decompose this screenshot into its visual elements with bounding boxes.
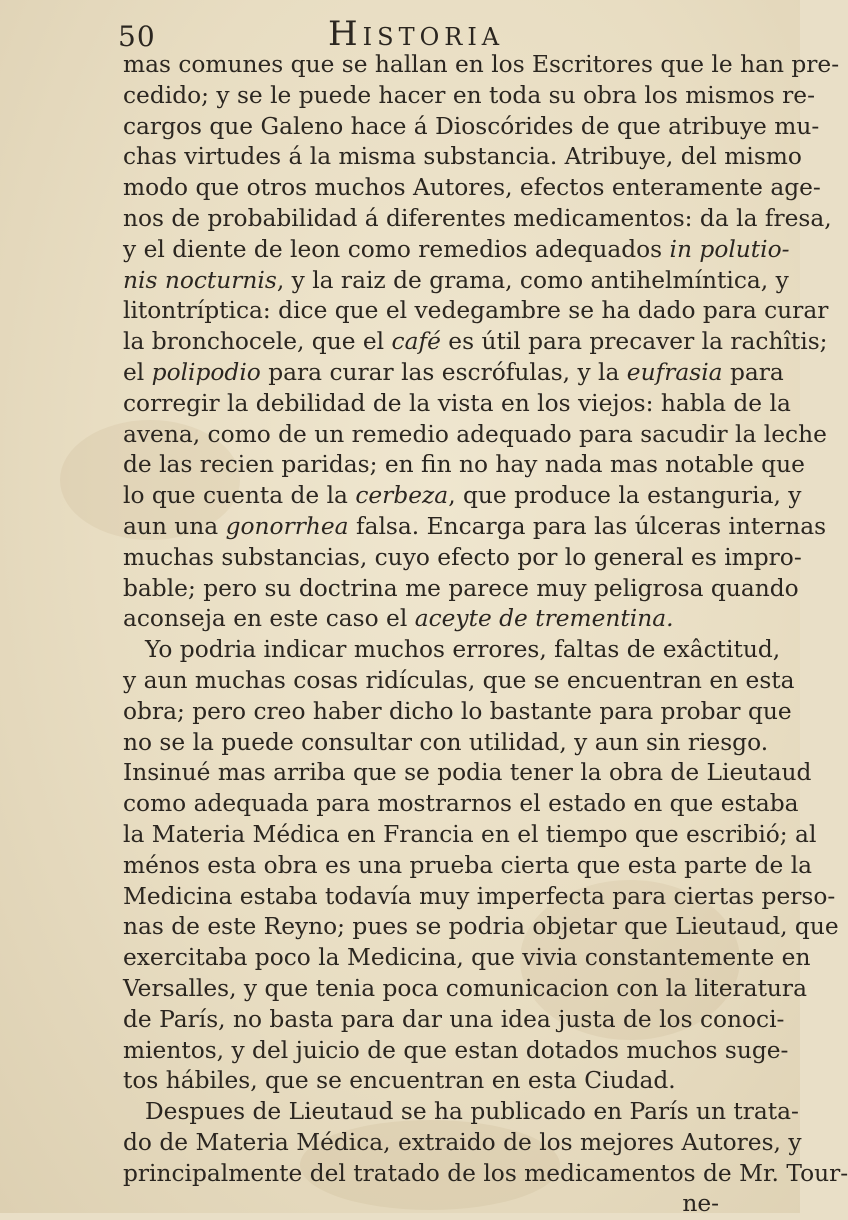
- italic-term: nis nocturnis: [123, 266, 277, 294]
- text-run: es útil para precaver la rachîtis;: [440, 328, 828, 356]
- text-run: obra; pero creo haber dicho lo bastante para probar que: [123, 697, 792, 725]
- text-run: bable; pero su doctrina me parece muy peligrosa quando: [123, 574, 799, 602]
- text-run: falsa. Encarga para las úlceras internas: [348, 512, 827, 540]
- text-run: el: [123, 358, 152, 386]
- text-run: , que produce la estanguria, y: [448, 482, 802, 510]
- text-line: [123, 142, 802, 173]
- text-run: como adequada para mostrarnos el estado en que estaba: [123, 790, 799, 818]
- text-line: [123, 882, 836, 913]
- page-number: 50: [118, 20, 156, 53]
- text-line: [123, 1036, 789, 1067]
- text-line: [123, 912, 839, 943]
- text-run: aun una: [123, 512, 226, 540]
- text-line: [123, 1066, 733, 1097]
- text-run: Versalles, y que tenia poca comunicacion con la literatura: [123, 974, 807, 1002]
- text-run: Despues de Lieutaud se ha publicado en París un trata-: [145, 1098, 799, 1126]
- text-run: , y la raiz de grama, como antihelmíntica, y: [276, 266, 789, 294]
- text-line: [123, 1159, 848, 1190]
- italic-term: polipodio: [151, 358, 261, 386]
- text-line: [123, 666, 795, 697]
- text-line: [123, 635, 781, 666]
- italic-term: eufrasia: [626, 358, 723, 386]
- text-run: mas comunes que se hallan en los Escritores que le han pre-: [123, 51, 840, 78]
- text-line: [123, 50, 840, 81]
- text-run: para curar las escrófulas, y la: [260, 358, 627, 386]
- text-line: [123, 481, 802, 512]
- text-run: ménos esta obra es una prueba cierta que esta parte de la: [123, 851, 813, 879]
- text-run: Yo podria indicar muchos errores, faltas de exâctitud,: [145, 636, 781, 664]
- text-run: muchas substancias, cuyo efecto por lo general es impro-: [123, 543, 802, 571]
- text-run: Insinué mas arriba que se podia tener la obra de Lieutaud: [123, 759, 812, 787]
- text-line: [123, 697, 792, 728]
- text-line: [123, 327, 828, 358]
- text-run: la Materia Médica en Francia en el tiempo que escribió; al: [123, 820, 817, 848]
- italic-term: in polutio-: [669, 235, 790, 263]
- text-run: litontríptica: dice que el vedegambre se ha dado para curar: [123, 297, 829, 325]
- text-run: cedido; y se le puede hacer en toda su obra los mismos re-: [123, 81, 815, 109]
- text-run: principalmente del tratado de los medicamentos de Mr. Tour-: [123, 1159, 848, 1187]
- text-run: ne-: [682, 1190, 719, 1218]
- italic-term: cerbeza: [355, 482, 449, 510]
- text-run: do de Materia Médica, extraido de los mejores Autores, y: [123, 1128, 802, 1156]
- text-run: y el diente de leon como remedios adequados: [123, 235, 670, 263]
- text-line: [123, 789, 799, 820]
- text-line: [123, 1005, 785, 1036]
- text-line: [123, 420, 827, 451]
- text-run: la bronchocele, que el: [123, 328, 392, 356]
- text-run: de París, no basta para dar una idea justa de los conoci-: [123, 1005, 785, 1033]
- body-text: [123, 50, 848, 1220]
- text-line: [123, 81, 815, 112]
- text-line: [123, 1128, 802, 1159]
- text-line: [123, 574, 799, 605]
- text-run: aconseja en este caso el: [123, 605, 415, 633]
- text-line: [123, 758, 812, 789]
- text-line: [123, 204, 832, 235]
- text-line: [123, 974, 807, 1005]
- running-head: Historia: [328, 14, 505, 54]
- italic-term: aceyte de trementina.: [414, 605, 674, 633]
- text-line: [123, 851, 813, 882]
- text-run: tos hábiles, que se encuentran en esta Ciudad.: [123, 1067, 676, 1095]
- text-line: [123, 296, 829, 327]
- catchword: [123, 1189, 733, 1220]
- text-run: nas de este Reyno; pues se podria objetar que Lieutaud, que: [123, 913, 839, 941]
- text-line: [123, 512, 827, 543]
- text-run: y aun muchas cosas ridículas, que se encuentran en esta: [123, 666, 795, 694]
- text-line: [123, 389, 791, 420]
- text-run: modo que otros muchos Autores, efectos enteramente age-: [123, 174, 821, 202]
- text-line: [123, 358, 784, 389]
- italic-term: café: [391, 328, 441, 356]
- italic-term: gonorrhea: [225, 512, 349, 540]
- text-run: chas virtudes á la misma substancia. Atribuye, del mismo: [123, 143, 802, 171]
- text-line: [123, 728, 769, 759]
- text-line: [123, 604, 733, 635]
- text-run: para: [722, 358, 784, 386]
- text-line: [123, 266, 789, 297]
- text-run: lo que cuenta de la: [123, 482, 356, 510]
- text-line: [123, 235, 790, 266]
- text-run: no se la puede consultar con utilidad, y aun sin riesgo.: [123, 728, 769, 756]
- text-line: [123, 450, 805, 481]
- text-run: de las recien paridas; en fin no hay nada mas notable que: [123, 451, 805, 479]
- text-line: [123, 112, 820, 143]
- text-run: nos de probabilidad á diferentes medicamentos: da la fresa,: [123, 204, 832, 232]
- text-run: corregir la debilidad de la vista en los viejos: habla de la: [123, 389, 791, 417]
- text-line: [123, 173, 821, 204]
- text-run: avena, como de un remedio adequado para sacudir la leche: [123, 420, 827, 448]
- text-run: mientos, y del juicio de que estan dotados muchos suge-: [123, 1036, 789, 1064]
- text-run: cargos que Galeno hace á Dioscórides de que atribuye mu-: [123, 112, 820, 140]
- text-run: Medicina estaba todavía muy imperfecta para ciertas perso-: [123, 882, 836, 910]
- text-line: [123, 543, 802, 574]
- text-line: [123, 943, 811, 974]
- text-line: [123, 820, 817, 851]
- text-line: [123, 1097, 799, 1128]
- text-run: exercitaba poco la Medicina, que vivia constantemente en: [123, 944, 811, 972]
